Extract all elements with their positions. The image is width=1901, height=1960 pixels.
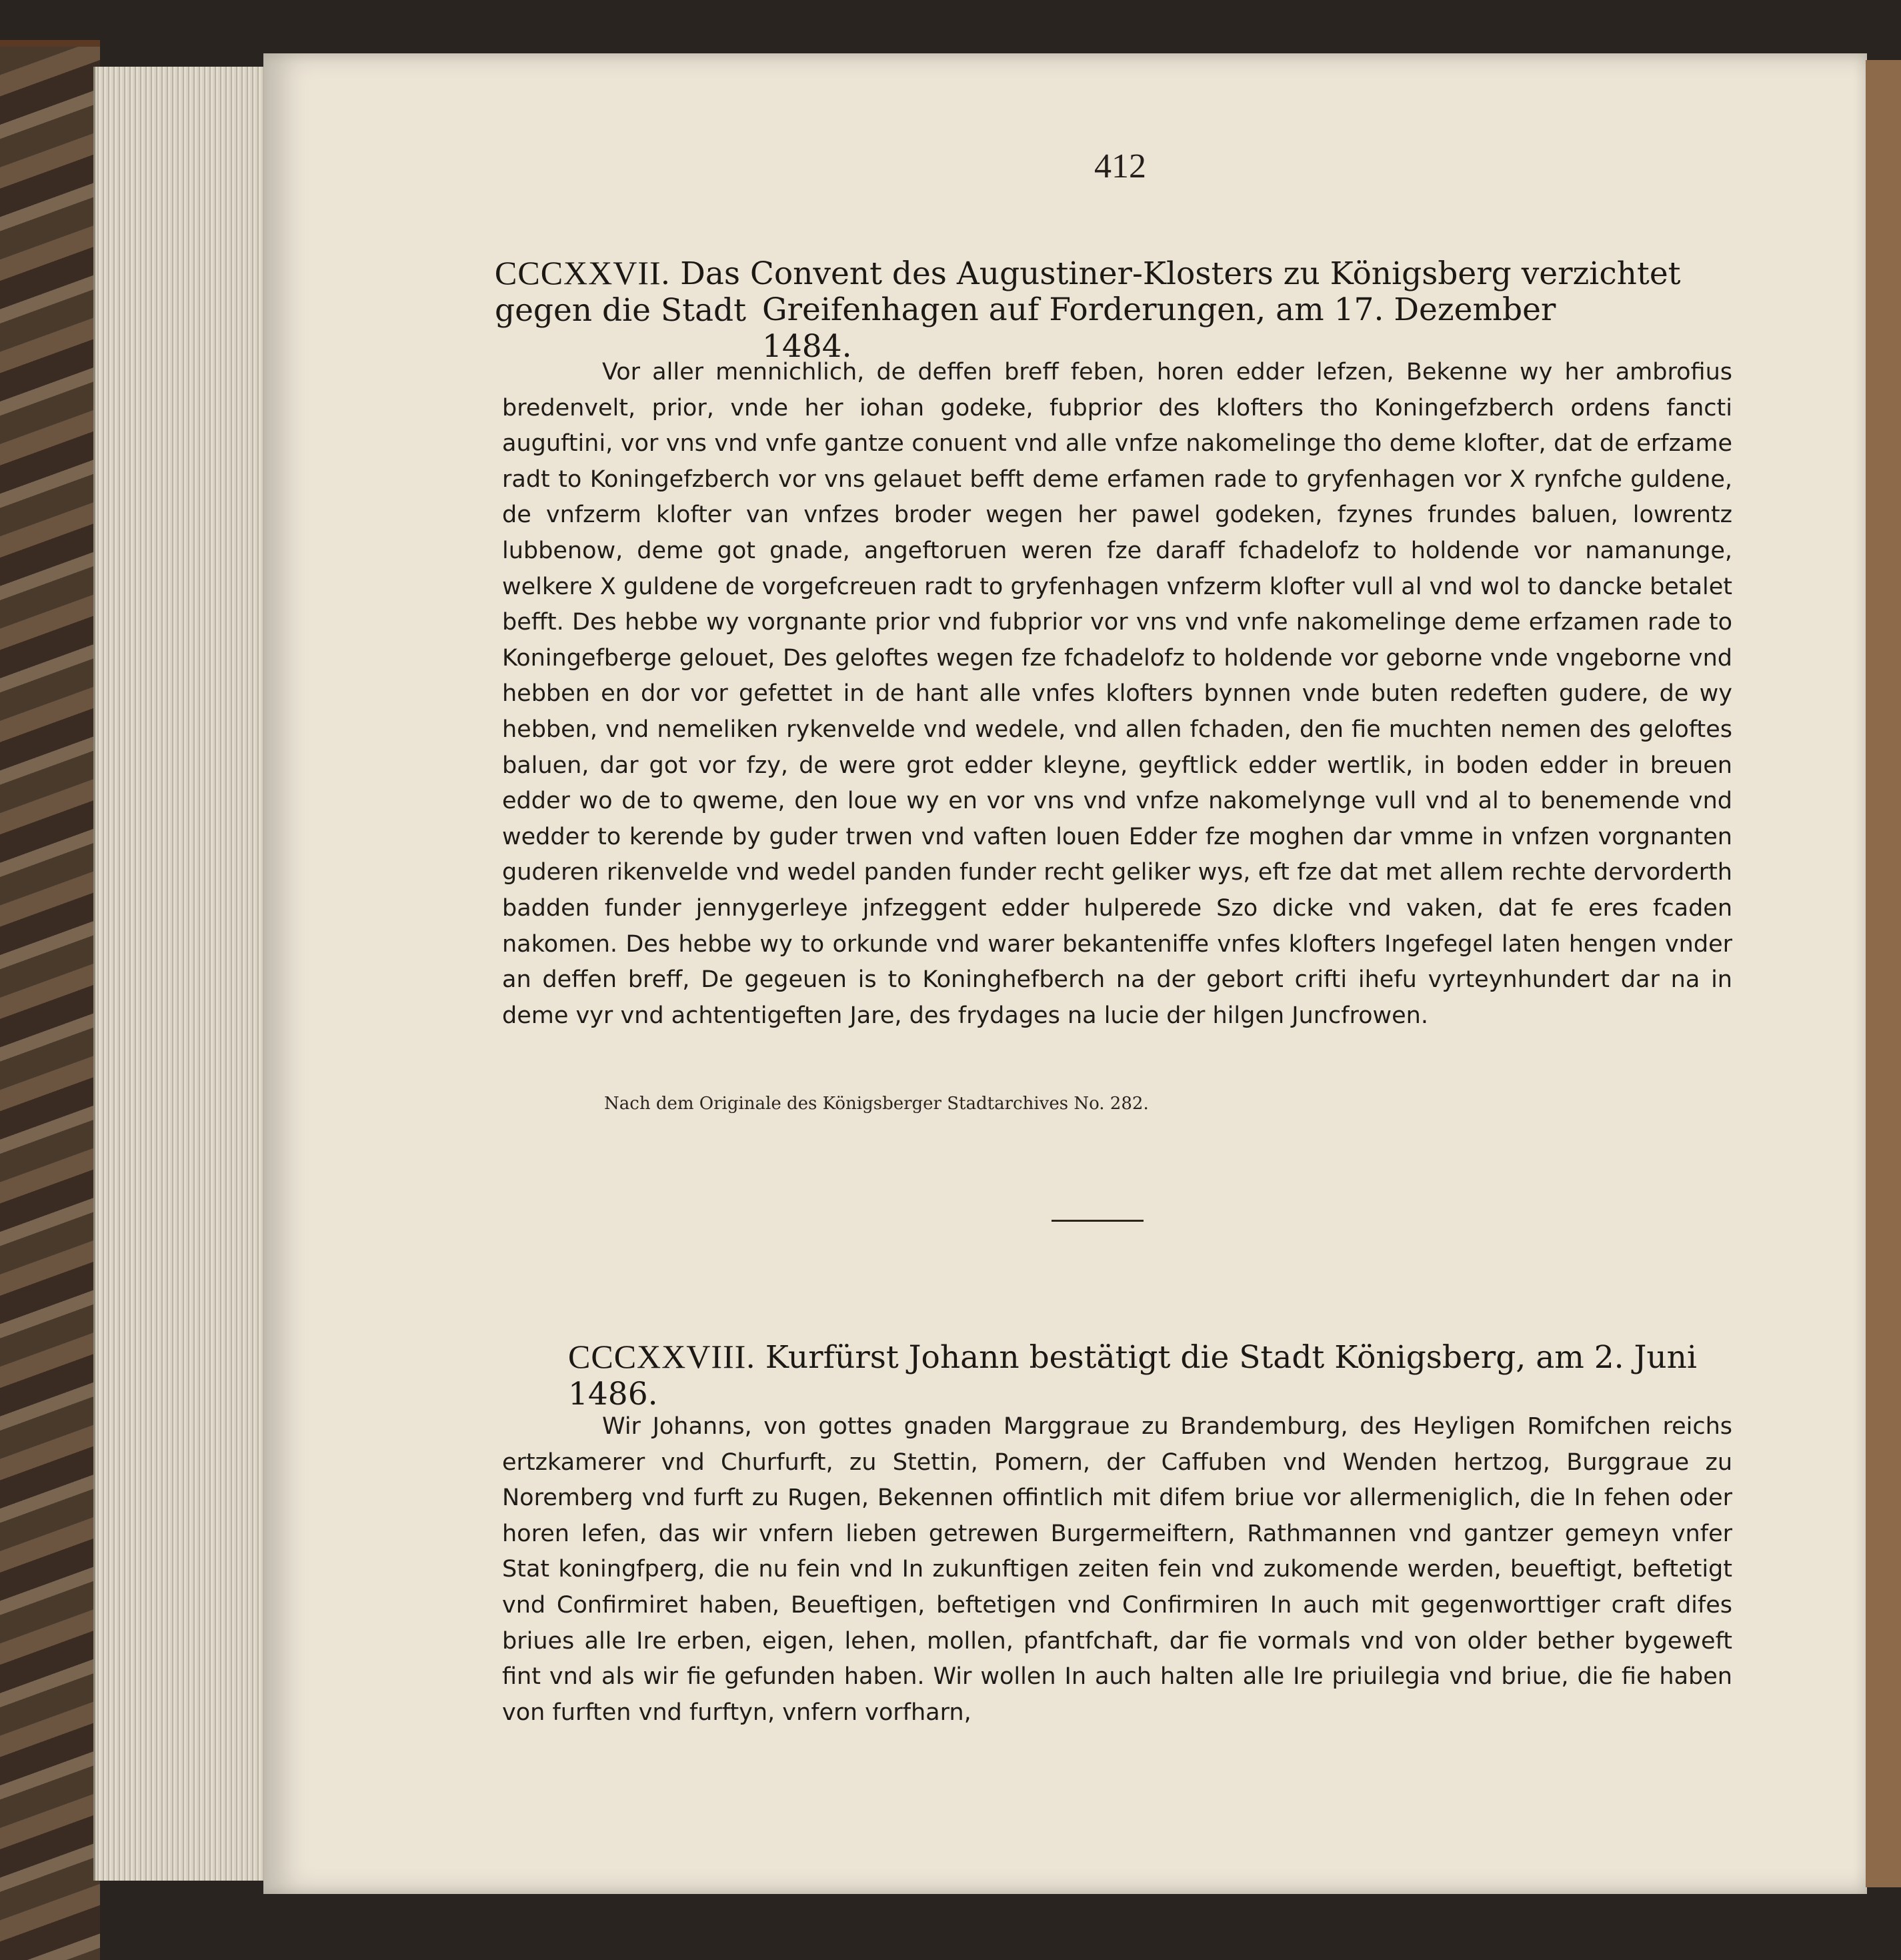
section-separator [1052, 1220, 1144, 1222]
document-body-2 [502, 1409, 1732, 1731]
marbled-cover [0, 47, 100, 1960]
document-title-1-line1: Das Convent des Augustiner-Klosters zu Königsberg verzichtet gegen die Stadt [495, 255, 1681, 329]
document-title-1-line2: Greifenhagen auf Forderungen, am 17. Dezember 1484. [762, 291, 1556, 365]
document-heading-2 [568, 1337, 1702, 1412]
source-note: Nach dem Originale des Königsberger Stadtarchives No. 282. [604, 1094, 1149, 1114]
document-number-1: CCCXXVII. [495, 254, 671, 291]
page-number: 412 [1094, 147, 1146, 185]
document-text-2: Wir Johanns, von gottes gnaden Marggraue zu Brandemburg, des Heyligen Romifchen reichs ertzkamerer vnd Churfurft, zu Stettin, Pomern, der Caffuben vnd Wenden hertzog, Burggraue zu Noremberg vnd furft zu Rugen, Bekennen offintlich mit difem briue vor allermeniglich, die In fehen oder horen lefen, das wir vnfern lieben getrewen Burgermeiftern, Rathmannen vnd gantzer gemeyn vnfer Stat koningfperg, die nu fein vnd In zukunftigen zeiten fein vnd zukomende werden, beueftigt, beftetigt vnd Confirmiret haben, Beueftigen, beftetigen vnd Confirmiren In auch mit gegenworttiger craft difes briues alle Ire erben, eigen, lehen, mollen, pfantfchaft, dar fie vormals vnd von older bether bygeweft fint vnd als wir fie gefunden haben. Wir wollen In auch halten alle Ire priuilegia vnd briue, die fie haben von furften vnd furftyn, vnfern vorfharn, [502, 1413, 1732, 1726]
document-title-2: Kurfürst Johann bestätigt die Stadt Königsberg, am 2. Juni 1486. [568, 1339, 1697, 1412]
document-number-2: CCCXXVIII. [568, 1338, 755, 1375]
document-body-1 [502, 355, 1732, 1034]
page-edges [93, 67, 269, 1881]
facing-page-edge [1866, 60, 1901, 1887]
document-text-1: Vor aller mennichlich, de deffen breff feben, horen edder lefzen, Bekenne wy her ambrofius bredenvelt, prior, vnde her iohan godeke, fubprior des klofters tho Koningefzberch ordens fancti auguftini, vor vns vnd vnfe gantze conuent vnd alle vnfze nakomelinge tho deme klofter, dat de erfzame radt to Koningefzberch vor vns gelauet befft deme erfamen rade to gryfenhagen vor X rynfche guldene, de vnfzerm klofter van vnfzes broder wegen her pawel godeken, fzynes frundes baluen, lowrentz lubbenow, deme got gnade, angeftoruen weren fze daraff fchadelofz to holdende vor namanunge, welkere X guldene de vorgefcreuen radt to gryfenhagen vnfzerm klofter vull al vnd wol to dancke betalet befft. Des hebbe wy vorgnante prior vnd fubprior vor vns vnd vnfe nakomelinge deme erfzamen rade to Koningefberge gelouet, Des geloftes wegen fze fchadelofz to holdende vor geborne vnde vngeborne vnd hebben en dor vor gefettet in de hant alle vnfes klofters bynnen vnde buten redeften gudere, de wy hebben, vnd nemeliken rykenvelde vnd wedele, vnd allen fchaden, den fie muchten nemen des geloftes baluen, dar got vor fzy, de were grot edder kleyne, geyftlick edder wertlik, in boden edder in breuen edder wo de to qweme, den loue wy en vor vns vnd vnfze nakomelynge vull vnd al to benemende vnd wedder to kerende by guder trwen vnd vaften louen Edder fze moghen dar vmme in vnfzen vorgnanten guderen rikenvelde vnd wedel panden funder recht geliker wys, eft fze dat met allem rechte dervorderth badden funder jennygerleye jnfzeggent edder hulperede Szo dicke vnd vaken, dat fe eres fcaden nakomen. Des hebbe wy to orkunde vnd warer bekanteniffe vnfes klofters Ingefegel laten hengen vnder an deffen breff, De gegeuen is to Koninghefberch na der gebort crifti ihefu vyrteynhundert dar na in deme vyr vnd achtentigeften Jare, des frydages na lucie der hilgen Juncfrowen. [502, 359, 1732, 1029]
